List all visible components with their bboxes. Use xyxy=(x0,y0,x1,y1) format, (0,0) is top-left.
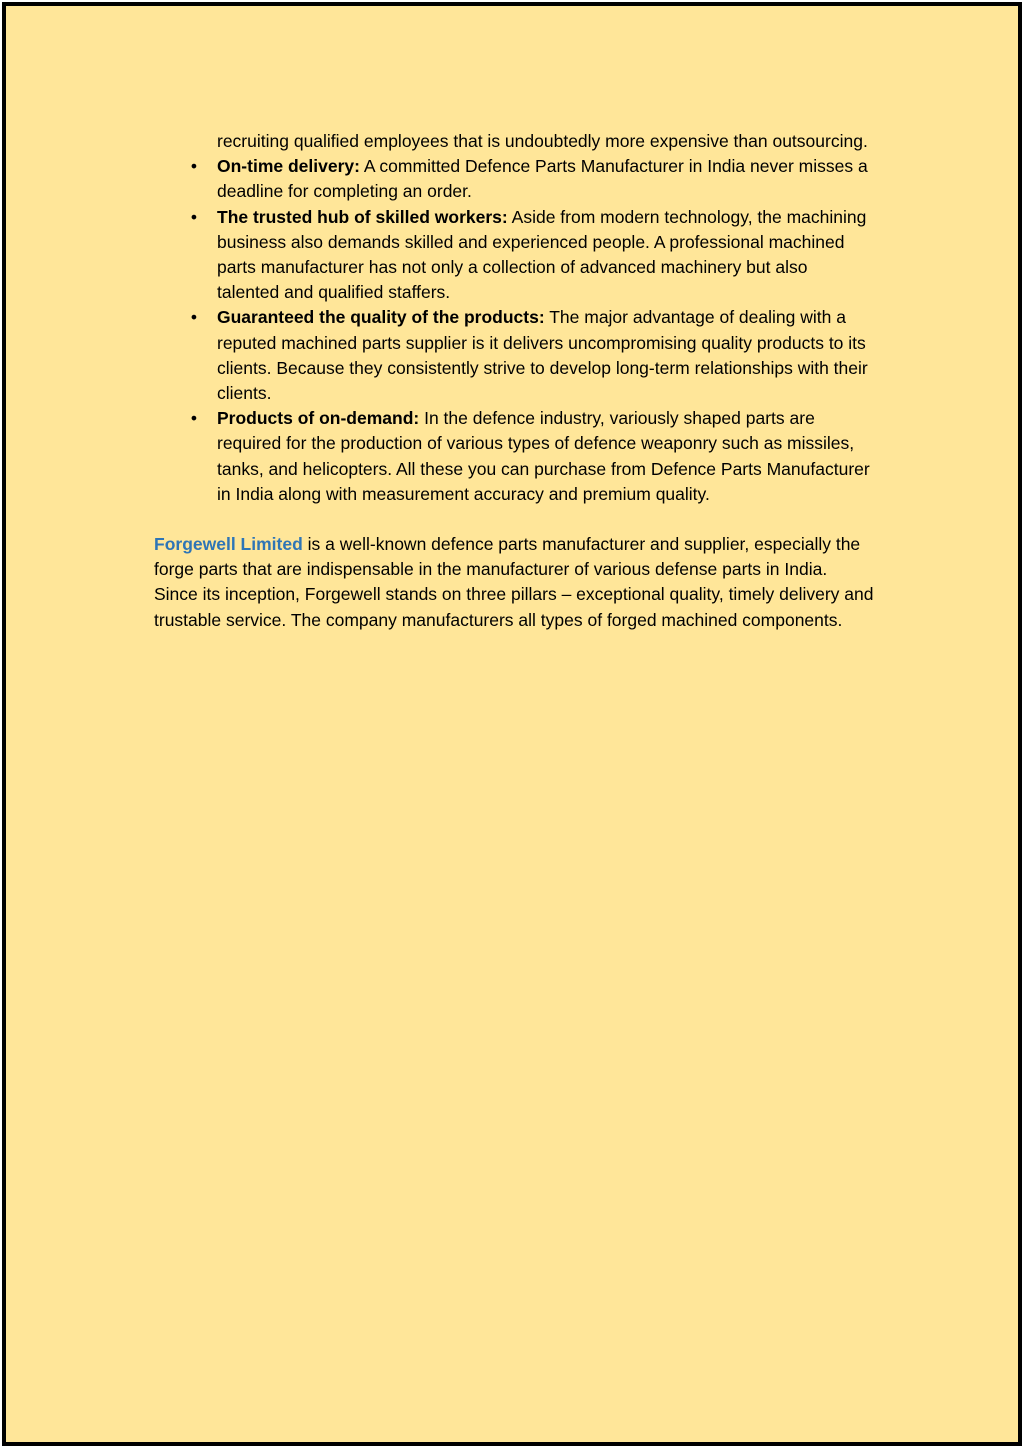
list-item xyxy=(154,406,874,507)
list-item-text: In the defence industry, variously shaped parts are required for the production of various types of defence weaponry such as missiles, tanks, and helicopters. All these you can purchase from Defence Parts Manufacturer in India along with measurement accuracy and premium quality. xyxy=(217,408,870,504)
list-item xyxy=(154,305,874,406)
bullet-icon: • xyxy=(190,156,198,177)
feature-list xyxy=(154,154,874,507)
closing-text: is a well-known defence parts manufacturer and supplier, especially the forge parts that are indispensable in the manufacturer of various defense parts in India. Since its inception, Forgewell stands on three pillars – exceptional quality, timely delivery and trustable service. The company manufacturers all types of forged machined components. xyxy=(154,534,874,630)
continuation-paragraph: recruiting qualified employees that is undoubtedly more expensive than outsourcing. xyxy=(217,131,868,151)
list-item-title: The trusted hub of skilled workers: xyxy=(217,206,508,227)
bullet-icon: • xyxy=(190,206,198,227)
list-item-text: The major advantage of dealing with a reputed machined parts supplier is it delivers uncompromising quality products to its clients. Because they consistently strive to develop long-term relationships with their clients. xyxy=(217,307,868,404)
list-item-title: Products of on-demand: xyxy=(217,408,420,429)
list-item-text: Aside from modern technology, the machining business also demands skilled and experienced people. A professional machined parts manufacturer has not only a collection of advanced machinery but also talented and qualified staffers. xyxy=(217,206,867,303)
list-item xyxy=(154,205,874,306)
list-item xyxy=(154,154,874,204)
list-item-text: A committed Defence Parts Manufacturer in India never misses a deadline for completing an order. xyxy=(217,156,868,202)
closing-paragraph xyxy=(154,532,874,633)
company-link[interactable]: Forgewell Limited xyxy=(154,534,303,555)
list-item-title: On-time delivery: xyxy=(217,156,360,177)
document-page xyxy=(2,2,1022,1446)
list-item-title: Guaranteed the quality of the products: xyxy=(217,307,545,328)
page-content xyxy=(154,129,874,650)
bullet-icon: • xyxy=(190,307,198,328)
bullet-icon: • xyxy=(190,408,198,429)
